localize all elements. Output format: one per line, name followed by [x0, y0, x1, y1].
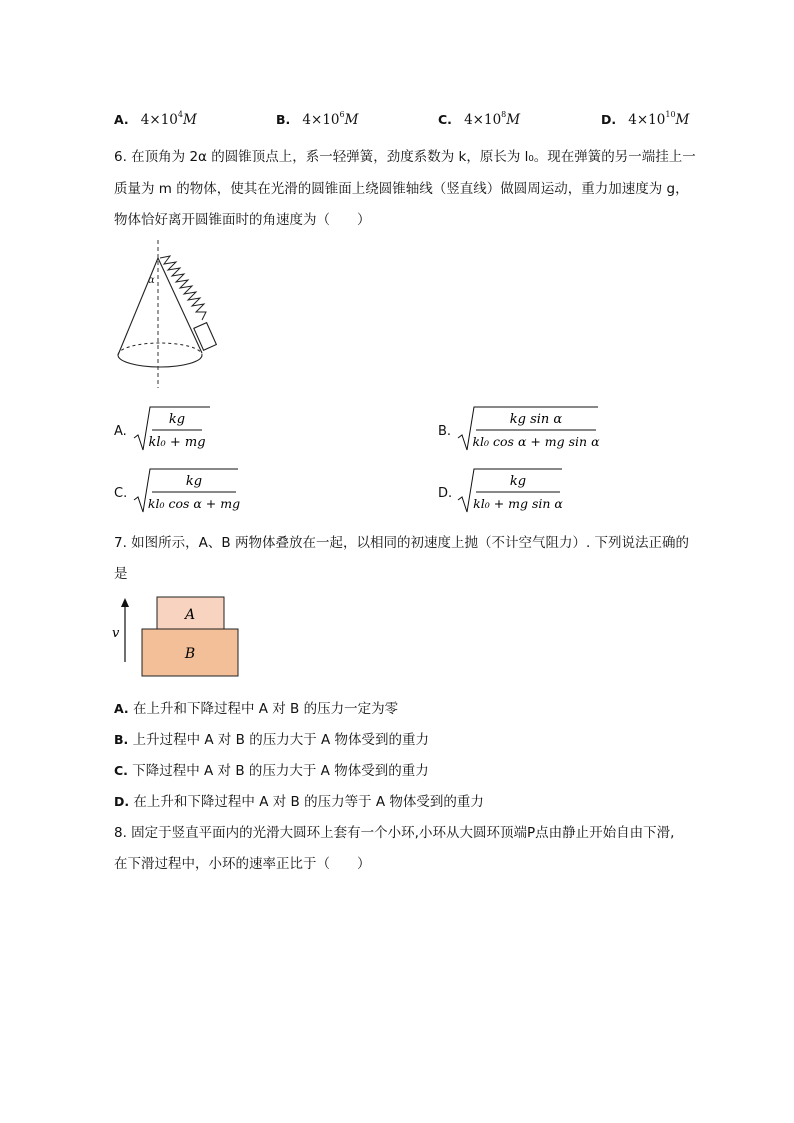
option-denominator: kl₀ + mg sin α [473, 496, 563, 511]
q6-option-b-label: B. [438, 424, 452, 439]
option-label: C. [438, 112, 452, 127]
option-value: $4\times 10^4M$ [140, 110, 197, 128]
option-numerator: kg sin α [509, 412, 563, 427]
option-denominator: kl₀ cos α + mg [147, 496, 241, 511]
q7-stem-line-1: 7. 如图所示，A、B 两物体叠放在一起，以相同的初速度上抛（不计空气阻力）. 下列说法正确的 [114, 535, 690, 551]
cone-left-edge [118, 258, 158, 355]
q5-option-d [601, 110, 689, 128]
option-numerator: kg [168, 412, 186, 427]
q8-stem-line-1: 8. 固定于竖直平面内的光滑大圆环上套有一个小环,小环从大圆环顶端P点由静止开始自由下滑, [114, 825, 675, 841]
option-value: $4\times 10^6M$ [302, 110, 359, 128]
option-numerator: kg [509, 474, 527, 489]
option-value: $4\times 10^{10}M$ [628, 110, 690, 128]
q6-option-d-radical [456, 466, 566, 514]
q6-option-c-radical [132, 466, 242, 514]
option-label: D. [601, 112, 617, 127]
q6-option-c-label: C. [114, 486, 128, 501]
option-label: A. [114, 112, 129, 127]
cone-spring-figure [110, 238, 230, 390]
option-denominator: kl₀ + mg [148, 435, 206, 450]
stacked-blocks-figure [108, 594, 243, 680]
q5-option-b [276, 110, 358, 128]
block-b-label: B [184, 646, 196, 662]
q6-stem-line-1: 6. 在顶角为 2α 的圆锥顶点上，系一轻弹簧，劲度系数为 k，原长为 l₀。现在弹簧的另一端挂上一 [114, 149, 696, 165]
option-denominator: kl₀ cos α + mg sin α [472, 434, 600, 449]
cone-base-front [118, 355, 202, 367]
velocity-label: v [112, 626, 120, 641]
q6-stem-line-3: 物体恰好离开圆锥面时的角速度为（ ） [114, 212, 371, 228]
q6-stem-line-2: 质量为 m 的物体，使其在光滑的圆锥面上绕圆锥轴线（竖直线）做圆周运动，重力加速度为 g， [114, 181, 689, 197]
alpha-label: α [148, 275, 155, 286]
q7-option-d: D. 在上升和下降过程中 A 对 B 的压力等于 A 物体受到的重力 [114, 794, 484, 810]
q6-option-b-radical [456, 404, 601, 452]
q8-stem-line-2: 在下滑过程中，小环的速率正比于（ ） [114, 856, 371, 872]
q7-stem-line-2: 是 [114, 566, 128, 582]
block-mass [194, 323, 217, 351]
option-numerator: kg [185, 474, 203, 489]
q6-option-a-radical [132, 404, 212, 452]
option-label: B. [276, 112, 291, 127]
q7-option-c: C. 下降过程中 A 对 B 的压力大于 A 物体受到的重力 [114, 763, 429, 779]
spring [160, 256, 206, 320]
q5-option-c [438, 110, 520, 128]
q6-option-a-label: A. [114, 424, 127, 439]
option-value: $4\times 10^8M$ [464, 110, 521, 128]
q7-option-a: A. 在上升和下降过程中 A 对 B 的压力一定为零 [114, 701, 399, 717]
arrow-head-icon [121, 598, 129, 607]
q6-option-d-label: D. [438, 486, 453, 501]
block-a-label: A [184, 607, 196, 623]
q5-option-a [114, 110, 197, 128]
cone-base-back [118, 343, 202, 355]
q7-option-b: B. 上升过程中 A 对 B 的压力大于 A 物体受到的重力 [114, 732, 430, 748]
